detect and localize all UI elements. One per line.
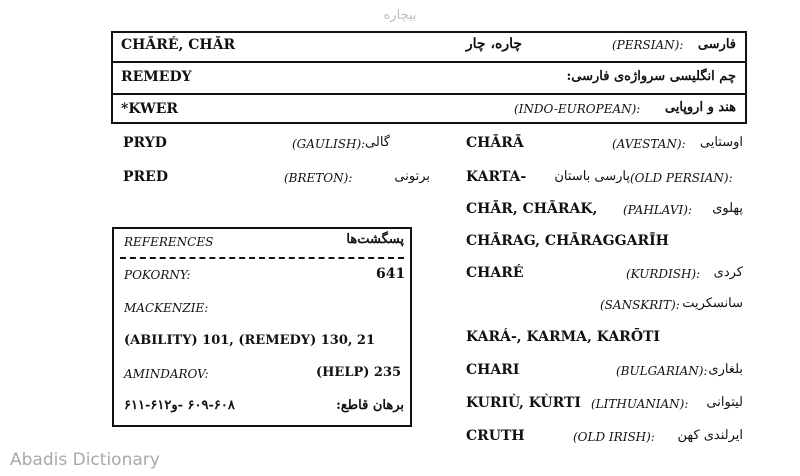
- breton-lang: (BRETON):: [284, 171, 353, 185]
- breton-label: برتونی: [394, 169, 430, 184]
- headword-lang: (PERSIAN):: [612, 38, 684, 52]
- sanskrit-lang: (SANSKRIT):: [600, 298, 680, 312]
- borhan-label: برهان قاطع:: [336, 398, 404, 413]
- mackenzie-value: (ABILITY) 101, (REMEDY) 130, 21: [124, 333, 376, 348]
- lithuanian-value: KURIÙ, KÙRTI: [466, 395, 581, 411]
- oldirish-label: ایرلندی کهن: [677, 428, 743, 443]
- gaulish-lang: (GAULISH):: [292, 137, 366, 151]
- kurdish-value: CHARÉ: [466, 265, 524, 281]
- header-divider-2: [111, 93, 747, 95]
- sanskrit-label: سانسکریت: [682, 296, 743, 311]
- oldpersian-value: KARTA-: [466, 169, 527, 185]
- amindarov-value: (HELP) 235: [316, 365, 402, 380]
- header-divider-1: [111, 61, 747, 63]
- bulgarian-value: CHARI: [466, 362, 520, 378]
- mackenzie-label: MACKENZIE:: [124, 301, 209, 315]
- headword-translit: CHĀRÉ, CHĀR: [121, 37, 236, 53]
- headword-persian: چاره، چار: [465, 36, 522, 52]
- pahlavi-lang: (PAHLAVI):: [623, 203, 692, 217]
- borhan-value: ۶۰۹-۶۰۸ -و۶۱۲-۶۱۱: [124, 398, 235, 413]
- pahlavi-value-2: CHĀRAG, CHĀRAGGARĪH: [466, 233, 669, 249]
- avestan-label: اوستایی: [699, 135, 743, 150]
- references-title-fa: پسگشت‌ها: [346, 232, 404, 247]
- avestan-value: CHĀRĀ: [466, 135, 524, 151]
- headword-label: فارسی: [697, 37, 736, 52]
- breton-value: PRED: [123, 169, 168, 185]
- references-title-en: REFERENCES: [124, 235, 214, 249]
- bulgarian-lang: (BULGARIAN):: [616, 364, 708, 378]
- lithuanian-lang: (LITHUANIAN):: [591, 397, 689, 411]
- watermark: Abadis Dictionary: [10, 450, 160, 470]
- page-title: بیچاره: [383, 8, 417, 23]
- avestan-lang: (AVESTAN):: [612, 137, 686, 151]
- pahlavi-value: CHĀR, CHĀRAK,: [466, 201, 598, 217]
- oldirish-value: CRUTH: [466, 428, 525, 444]
- amindarov-label: AMINDAROV:: [124, 367, 209, 381]
- gaulish-label: گالی: [365, 135, 390, 150]
- oldpersian-label: پارسی باستان: [554, 169, 630, 184]
- pokorny-label: POKORNY:: [124, 268, 191, 282]
- kurdish-lang: (KURDISH):: [626, 267, 701, 281]
- pokorny-value: 641: [376, 266, 406, 282]
- lithuanian-label: لیتوانی: [706, 395, 743, 410]
- gaulish-value: PRYD: [123, 135, 167, 151]
- bulgarian-label: بلغاری: [708, 362, 743, 377]
- ie-label: هند و اروپایی: [664, 100, 736, 115]
- kurdish-label: کردی: [713, 265, 743, 280]
- references-divider: [120, 257, 404, 259]
- oldirish-lang: (OLD IRISH):: [573, 430, 655, 444]
- english-meaning: REMEDY: [121, 69, 192, 85]
- ie-lang: (INDO-EUROPEAN):: [514, 102, 641, 116]
- oldpersian-lang: (OLD PERSIAN):: [630, 171, 733, 185]
- pahlavi-label: پهلوی: [712, 201, 743, 216]
- english-meaning-label: چم انگلیسی سرواژه‌ی فارسی:: [566, 69, 736, 84]
- ie-root: *KWER: [121, 101, 179, 117]
- sanskrit-value: KARÁ-, KARMA, KARŌTI: [466, 329, 660, 345]
